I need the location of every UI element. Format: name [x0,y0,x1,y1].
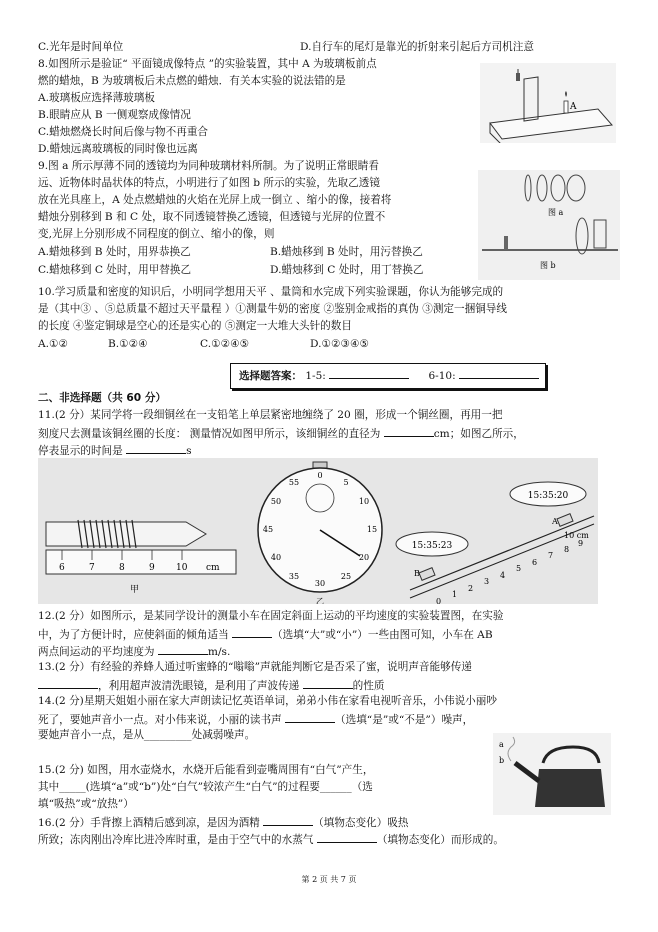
slope-tick-5: 5 [516,564,522,573]
q11-unit: s [186,445,192,457]
watch-mark-50: 50 [270,497,282,506]
watch-mark-35: 35 [288,572,300,581]
q10-option-b: B.①②④ [108,338,148,350]
q10-stem-line1: 10.学习质量和密度的知识后，小明同学想用天平 、量筒和水完成下列实验课题，你认为能够完成的 [38,286,504,298]
ruler-tick-6: 6 [59,563,65,573]
q12-speed-blank[interactable] [158,643,208,655]
page-footer: 第 2 页 共 7 页 [301,875,357,884]
watch-mark-20: 20 [358,553,370,562]
watch-mark-55: 55 [288,478,300,487]
section-2-heading: 二、非选择题（共 60 分） [38,392,167,404]
fig-a-caption: 图 a [548,208,564,217]
answer-blank-1-5[interactable] [329,367,409,379]
watch-mark-15: 15 [366,525,378,534]
ruler-tick-7: 7 [89,563,95,573]
fig-b-caption: 图 b [540,261,556,270]
q16-stem-line1 [38,814,409,831]
q11-stem-line3-text: 停表显示的时间是 [38,445,127,457]
q10-option-c: C.①②④⑤ [200,338,250,350]
q13-stem-line2-text: ，利用超声波清洗眼镜，是利用了声波传递 [98,680,303,692]
q11-diameter-blank[interactable] [384,425,434,437]
slope-tick-2: 2 [468,584,474,593]
clock-top-time: 15:35:20 [527,491,569,501]
q9-stem-line2: 远、近物体时晶状体的特点，小明进行了如图 b 所示的实验，先取乙透镜 [38,177,380,189]
q14-stem-line2-text: 死了，要她声音小一点。对小伟来说，小丽的读书声 [38,714,286,726]
q9-stem-line5: 变,光屏上分别形成不同程度的倒立、缩小的像，则 [38,228,275,240]
q12-stem-line2-tail: （选填“大”或“小”）一些由图可知，小车在 AB [272,629,493,641]
slope-tick-4: 4 [500,571,506,580]
answer-range-6-10: 6-10: [428,370,456,382]
q8-option-a: A.玻璃板应选择薄玻璃板 [38,92,155,104]
q13-blank-2[interactable] [303,677,353,689]
fig-jia-label: 甲 [130,585,140,595]
q11-stem-line1: 11.(2 分）某同学将一段细铜丝在一支铅笔上单层紧密地缠绕了 20 圈，形成一个铜丝圈，再用一把 [38,409,503,421]
q11-stem-line2 [38,425,524,442]
ruler-unit: cm [206,563,220,573]
q16-stem-line1-tail: （填物态变化）吸热 [313,817,409,829]
q9-option-a: A.蜡烛移到 B 处时，用界恭换乙 [38,246,191,258]
q7-option-d: D.自行车的尾灯是靠光的折射来引起后方司机注意 [300,41,534,53]
q16-stem-line2-text: 所致；冻肉刚出冷库比进冷库时重，是由于空气中的水蒸气 [38,834,317,846]
ruler-tick-9: 9 [149,563,155,573]
watch-mark-5: 5 [343,478,349,487]
kettle-point-a: a [499,740,504,749]
slope-tick-9: 9 [578,539,584,548]
q12-angle-blank[interactable] [232,626,272,638]
q11-stem-line3 [38,442,192,459]
q12-stem-line2-text: 中，为了方便计时，应使斜面的倾角适当 [38,629,233,641]
kettle-point-b: b [499,756,505,765]
q16-blank-2[interactable] [317,831,377,843]
q12-stem-line2 [38,626,493,643]
kettle-figure [493,733,611,815]
q9-stem-line4: 蜡烛分别移到 B 和 C 处，取不同透镜替换乙透镜，但透镜与光屏的位置不 [38,211,386,223]
q8-option-c: C.蜡烛燃烧长时间后像与物不再重合 [38,126,209,138]
q7-option-c: C.光年是时间单位 [38,41,124,53]
slope-tick-1: 1 [452,590,458,599]
q10-option-a: A.①② [38,338,69,350]
q12-unit: m/s. [207,646,231,658]
watch-mark-30: 30 [314,579,326,588]
q16-stem-line1-text: 16.(2 分）手背擦上酒精后感到凉，是因为酒精 [38,817,264,829]
q8-stem-line2: 燃的蜡烛，B 为玻璃板后未点燃的蜡烛．有关本实验的说法错的是 [38,75,346,87]
answer-blank-6-10[interactable] [459,367,539,379]
q9-option-c: C.蜡烛移到 C 处时，用甲替换乙 [38,264,192,276]
watch-mark-45: 45 [262,525,274,534]
q11-stem-line2-tail: cm；如图乙所示， [433,428,524,440]
q14-stem-line2 [38,711,473,728]
q14-blank-1[interactable] [285,711,335,723]
q13-stem-line2-tail: 的性质 [352,680,385,692]
slope-tick-10: 10 cm [564,531,589,540]
q13-stem-line2 [38,677,384,694]
measurement-figure [38,458,598,604]
q9-option-d: D.蜡烛移到 C 处时，用丁替换乙 [270,264,424,276]
answer-box [230,363,546,389]
watch-mark-25: 25 [340,572,352,581]
fig-yi-label: 乙 [316,597,324,604]
q16-blank-1[interactable] [263,814,313,826]
q14-stem-line3: 要她声音小一点，是从_________处减弱噪声。 [38,729,256,741]
q15-stem-line2: 其中_____(选填“a”或“b”)处“白气”较浓产生“白气”的过程要______（选 [38,781,373,793]
slope-tick-6: 6 [532,558,538,567]
ruler-tick-10: 10 [176,563,188,573]
watch-mark-0: 0 [317,471,323,480]
q13-stem-line1: 13.(2 分）有经验的养蜂人通过听蜜蜂的“嗡嗡”声就能判断它是否采了蜜，说明声音能够传递 [38,661,472,673]
q14-stem-line2-tail: （选填“是”或“不是”）噪声， [335,714,474,726]
q12-stem-line3-text: 两点间运动的平均速度为 [38,646,158,658]
point-a-label: A [552,517,558,526]
q10-stem-line3: 的长度 ④鉴定铜球是空心的还是实心的 ⑤测定一大堆大头针的数目 [38,320,352,332]
q8-option-d: D.蜡烛远离玻璃板的同时像也远离 [38,143,198,155]
q16-stem-line2-tail: （填物态变化）而形成的。 [376,834,504,846]
answer-range-1-5: 1-5: [305,370,326,382]
slope-tick-7: 7 [548,551,554,560]
slope-tick-3: 3 [484,577,490,586]
q8-option-b: B.眼睛应从 B 一侧观察成像情况 [38,109,191,121]
q13-blank-1[interactable] [38,677,98,689]
q11-stem-line2-text: 刻度尺去测量该铜丝圈的长度： 测量情况如图甲所示，该细铜丝的直径为 [38,428,384,440]
answer-box-label: 选择题答案： [239,370,302,382]
watch-mark-10: 10 [358,497,370,506]
q9-stem-line3: 放在光具座上，A 处点燃蜡烛的火焰在光屏上成一倒立 、缩小的像，接着将 [38,194,392,206]
q9-option-b: B.蜡烛移到 B 处时，用污替换乙 [270,246,423,258]
q9-stem-line1: 9.图 a 所示厚薄不同的透镜均为同种玻璃材料所制。为了说明正常眼睛看 [38,160,379,172]
q16-stem-line2 [38,831,504,848]
slope-tick-8: 8 [564,545,570,554]
mirror-experiment-figure [480,63,616,143]
q14-stem-line1: 14.(2 分)星期天姐姐小丽在家大声朗读记忆英语单词，弟弟小伟在家看电视听音乐，小伟说小丽吵 [38,695,497,707]
point-b-label: B [414,569,420,578]
q8-stem-line1: 8.如图所示是验证“ 平面镜成像特点 ”的实验装置，其中 A 为玻璃板前点 [38,58,377,70]
q10-stem-line2: 是（其中③ 、⑤总质量不超过天平量程 ）①测量牛奶的密度 ②鉴别金戒指的真伪 ③测定一捆铜导线 [38,303,507,315]
ruler-tick-8: 8 [119,563,125,573]
q12-stem-line1: 12.(2 分）如图所示，是某同学设计的测量小车在固定斜面上运动的平均速度的实验装置图，在实验 [38,610,504,622]
clock-left-time: 15:35:23 [411,541,453,551]
q15-stem-line3: 填“吸热”或“放热”） [38,798,134,810]
slope-tick-0: 0 [436,597,442,604]
candle-a-label: A [570,102,577,112]
watch-mark-40: 40 [270,553,282,562]
lens-experiment-figure [478,170,620,280]
q12-stem-line3 [38,643,230,660]
q15-stem-line1: 15.(2 分) 如图，用水壶烧水，水烧开后能看到壶嘴周围有“白气”产生， [38,764,374,776]
q10-option-d: D.①②③④⑤ [310,338,369,350]
q11-time-blank[interactable] [126,442,186,454]
